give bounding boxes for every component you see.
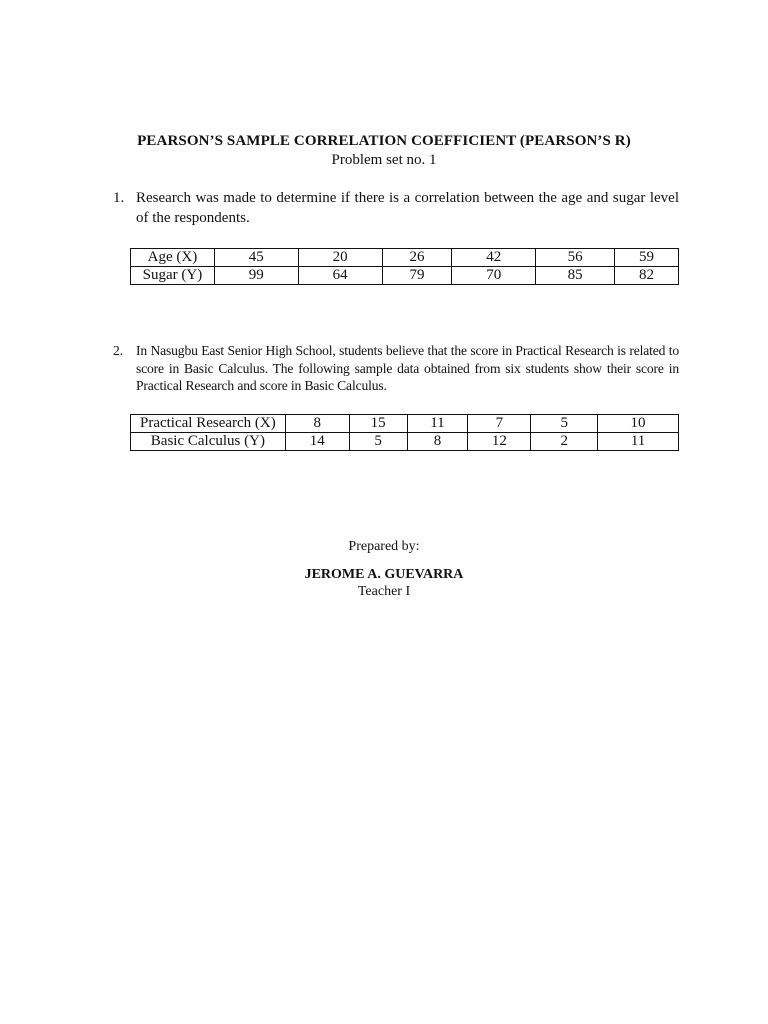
table-cell: 8 [285, 415, 349, 433]
row-label: Sugar (Y) [131, 267, 215, 285]
table-cell: 20 [298, 249, 382, 267]
table-cell: 82 [615, 267, 679, 285]
problem-2 [113, 342, 679, 395]
problem-text: In Nasugbu East Senior High School, students believe that the score in Practical Research is related to score in Basic Calculus. The following sample data obtained from six students show their score in Practical Research and score in Basic Calculus. [136, 343, 679, 393]
preparer-role: Teacher I [357, 584, 411, 599]
table-cell: 59 [615, 249, 679, 267]
table-cell: 15 [349, 415, 407, 433]
document-subtitle: Problem set no. 1 [331, 152, 437, 168]
prepared-by-label: Prepared by: [348, 539, 420, 554]
problem-1 [113, 189, 679, 228]
table-cell: 14 [285, 433, 349, 451]
problem-text: Research was made to determine if there is a correlation between the age and sugar level of the respondents. [136, 190, 679, 226]
table-cell: 70 [452, 267, 536, 285]
table-cell: 5 [531, 415, 598, 433]
table-cell: 2 [531, 433, 598, 451]
table-row [131, 267, 679, 285]
table-cell: 79 [382, 267, 452, 285]
table-cell: 5 [349, 433, 407, 451]
table-cell: 11 [407, 415, 468, 433]
table-cell: 64 [298, 267, 382, 285]
document-title: PEARSON’S SAMPLE CORRELATION COEFFICIENT (PEARSON’S R) [137, 133, 631, 149]
table-cell: 11 [598, 433, 679, 451]
row-label: Practical Research (X) [131, 415, 286, 433]
row-label: Age (X) [131, 249, 215, 267]
table-cell: 10 [598, 415, 679, 433]
table-cell: 85 [536, 267, 615, 285]
table-cell: 56 [536, 249, 615, 267]
table-cell: 99 [214, 267, 298, 285]
problem-number: 2. [113, 343, 123, 358]
research-calculus-table [130, 414, 679, 451]
problem-number: 1. [113, 190, 125, 206]
table-row [131, 433, 679, 451]
table-cell: 12 [468, 433, 531, 451]
table-cell: 45 [214, 249, 298, 267]
table-cell: 7 [468, 415, 531, 433]
row-label: Basic Calculus (Y) [131, 433, 286, 451]
age-sugar-table [130, 248, 679, 285]
table-cell: 8 [407, 433, 468, 451]
table-row [131, 415, 679, 433]
preparer-name: JEROME A. GUEVARRA [304, 567, 464, 582]
table-row [131, 249, 679, 267]
table-cell: 26 [382, 249, 452, 267]
table-cell: 42 [452, 249, 536, 267]
